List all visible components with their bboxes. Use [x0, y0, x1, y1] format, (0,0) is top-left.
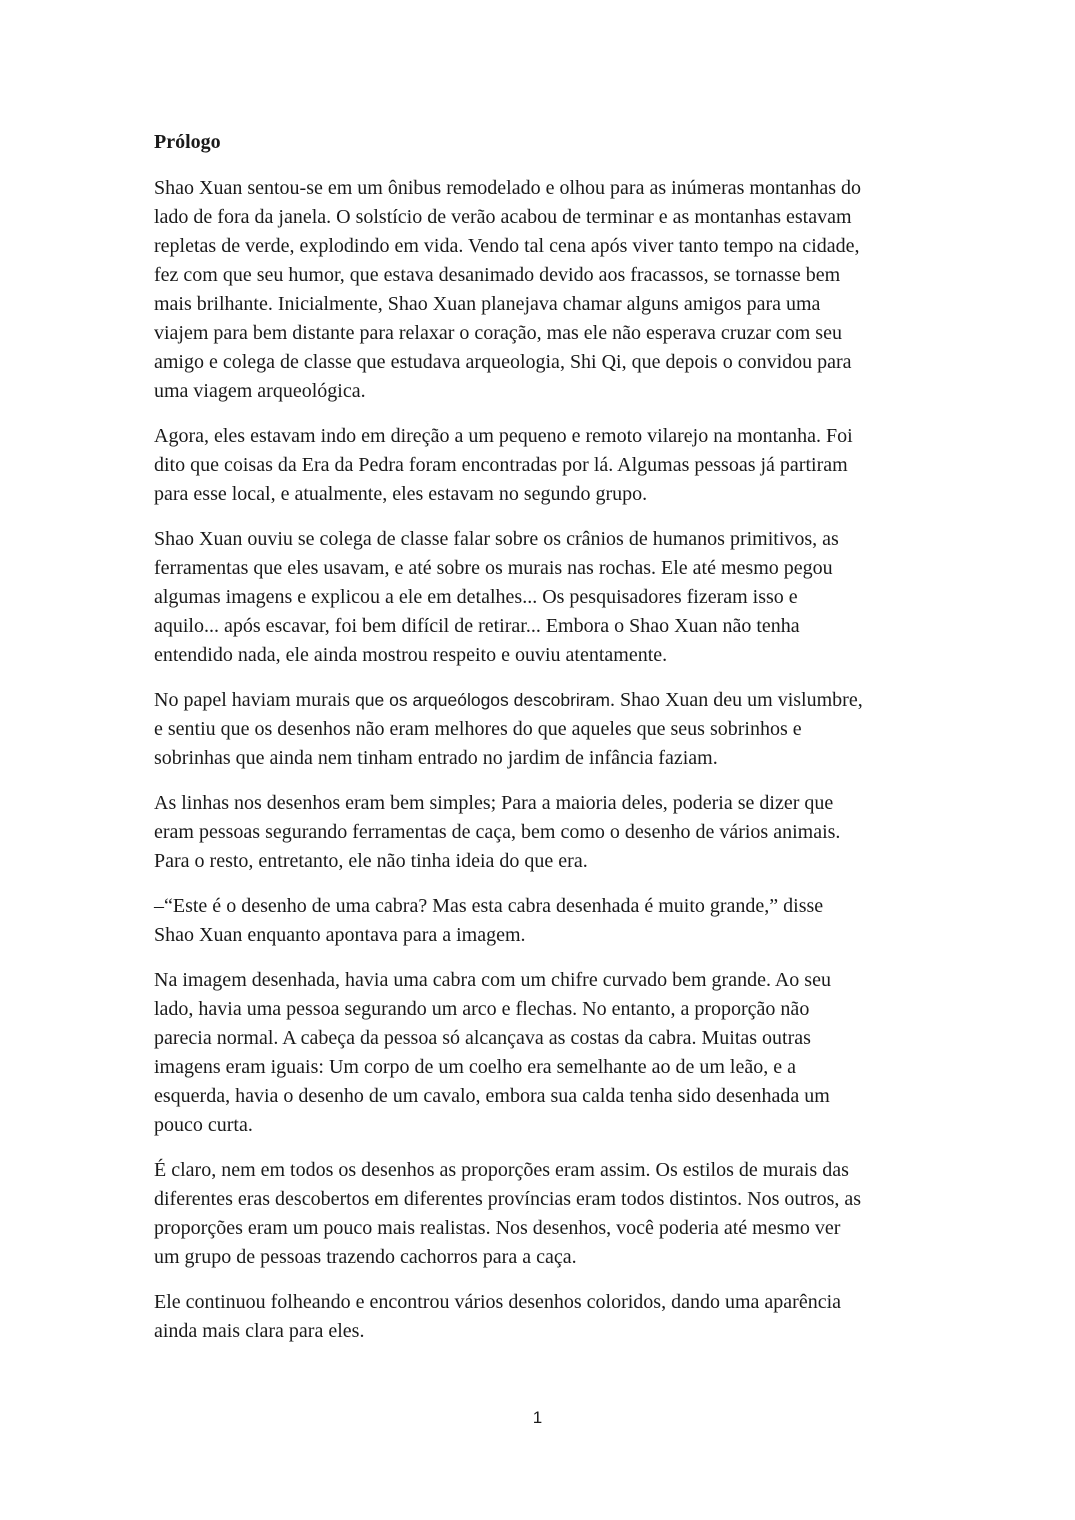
paragraph-6: –“Este é o desenho de uma cabra? Mas esta cabra desenhada é muito grande,” disse Shao Xuan enquanto apontava para a imagem. — [154, 895, 824, 946]
paragraph-4-text-a: No papel haviam murais — [154, 689, 356, 711]
paragraph-7: Na imagem desenhada, havia uma cabra com um chifre curvado bem grande. Ao seu lado, havia uma pessoa segurando um arco e flechas. No entanto, a proporção não parecia normal. A cabeça da pessoa só alcançava as costas da cabra. Muitas outras imagens eram iguais: Um corpo de um coelho era semelhante ao de um leão, e a esquerda, havia o desenho de um cavalo, embora sua calda tenha sido desenhada um pouco curta. — [154, 969, 831, 1136]
paragraph-4 — [154, 686, 924, 773]
paragraph-5: As linhas nos desenhos eram bem simples; Para a maioria deles, poderia se dizer que eram pessoas segurando ferramentas de caça, bem como o desenho de vários animais. Para o resto, entretanto, ele não tinha ideia do que era. — [154, 792, 841, 872]
paragraph-4-text-b: que os arqueólogos descobriram — [355, 690, 610, 710]
page-number: 1 — [532, 1408, 543, 1427]
paragraph-1: Shao Xuan sentou-se em um ônibus remodelado e olhou para as inúmeras montanhas do lado de fora da janela. O solstício de verão acabou de terminar e as montanhas estavam repletas de verde, explodindo em vida. Vendo tal cena após viver tanto tempo na cidade, fez com que seu humor, que estava desanimado devido aos fracassos, se tornasse bem mais brilhante. Inicialmente, Shao Xuan planejava chamar alguns amigos para uma viajem para bem distante para relaxar o coração, mas ele não esperava cruzar com seu amigo e colega de classe que estudava arqueologia, Shi Qi, que depois o convidou para uma viagem arqueológica. — [154, 177, 862, 402]
paragraph-4-text-c: . Shao Xuan deu um vislumbre, e sentiu que os desenhos não eram melhores do que aqueles que seus sobrinhos e sobrinhas que ainda nem tinham entrado no jardim de infância faziam. — [154, 689, 863, 769]
chapter-title: Prólogo — [154, 131, 221, 153]
document-body — [154, 128, 924, 1362]
paragraph-3: Shao Xuan ouviu se colega de classe falar sobre os crânios de humanos primitivos, as ferramentas que eles usavam, e até sobre os murais nas rochas. Ele até mesmo pegou algumas imagens e explicou a ele em detalhes... Os pesquisadores fizeram isso e aquilo... após escavar, foi bem difícil de retirar... Embora o Shao Xuan não tenha entendido nada, ele ainda mostrou respeito e ouviu atentamente. — [154, 528, 839, 666]
paragraph-9: Ele continuou folheando e encontrou vários desenhos coloridos, dando uma aparência ainda mais clara para eles. — [154, 1291, 842, 1342]
paragraph-8: É claro, nem em todos os desenhos as proporções eram assim. Os estilos de murais das diferentes eras descobertos em diferentes províncias eram todos distintos. Nos outros, as proporções eram um pouco mais realistas. Nos desenhos, você poderia até mesmo ver um grupo de pessoas trazendo cachorros para a caça. — [154, 1159, 862, 1268]
paragraph-2: Agora, eles estavam indo em direção a um pequeno e remoto vilarejo na montanha. Foi dito que coisas da Era da Pedra foram encontradas por lá. Algumas pessoas já partiram para esse local, e atualmente, eles estavam no segundo grupo. — [154, 425, 853, 505]
